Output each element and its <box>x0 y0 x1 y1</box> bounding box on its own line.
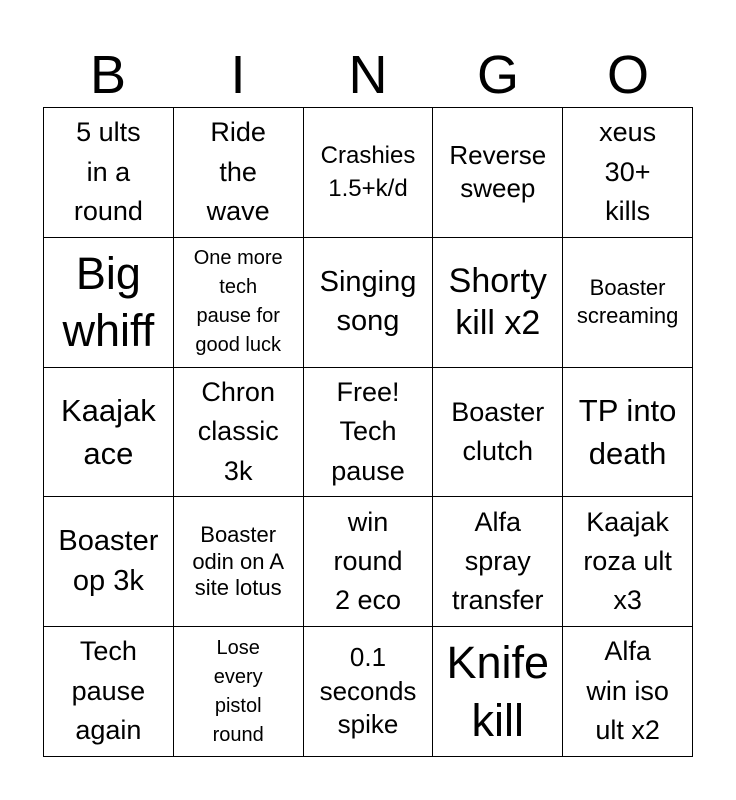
bingo-cell[interactable] <box>304 368 434 498</box>
bingo-cell[interactable] <box>174 108 304 238</box>
cell-text: Free! Tech pause <box>331 376 405 486</box>
bingo-cell[interactable] <box>563 368 693 498</box>
cell-text: 0.1 seconds spike <box>319 641 417 740</box>
bingo-cell[interactable] <box>304 238 434 368</box>
bingo-cell[interactable] <box>433 238 563 368</box>
bingo-cell[interactable] <box>44 368 174 498</box>
bingo-cell[interactable] <box>304 627 434 757</box>
header-letter-g: G <box>476 45 519 105</box>
bingo-cell[interactable] <box>304 108 434 238</box>
bingo-cell[interactable] <box>304 497 434 627</box>
bingo-cell[interactable] <box>563 108 693 238</box>
cell-text: Chron classic 3k <box>197 376 279 486</box>
cell-text: Lose every pistol round <box>212 636 264 746</box>
cell-text: Singing song <box>319 265 417 338</box>
bingo-header <box>43 42 693 108</box>
bingo-cell[interactable] <box>433 108 563 238</box>
bingo-cell[interactable] <box>44 108 174 238</box>
bingo-cell[interactable] <box>174 627 304 757</box>
cell-text: xeus 30+ kills <box>599 117 657 227</box>
cell-text: Reverse sweep <box>449 139 547 204</box>
bingo-cell[interactable] <box>174 368 304 498</box>
header-letter-o: O <box>606 45 649 105</box>
bingo-cell[interactable] <box>433 368 563 498</box>
header-letter-i: I <box>230 45 246 105</box>
cell-text: Alfa win iso ult x2 <box>586 636 669 746</box>
bingo-cell[interactable] <box>174 497 304 627</box>
bingo-cell[interactable] <box>174 238 304 368</box>
bingo-cell[interactable] <box>44 238 174 368</box>
cell-text: win round 2 eco <box>333 506 403 616</box>
bingo-cell[interactable] <box>563 627 693 757</box>
bingo-cell[interactable] <box>433 497 563 627</box>
cell-text: Crashies 1.5+k/d <box>320 141 416 203</box>
bingo-board <box>43 107 693 757</box>
cell-text: Knife kill <box>446 637 550 746</box>
cell-text: Ride the wave <box>206 117 270 227</box>
cell-text: Kaajak ace <box>61 392 156 471</box>
cell-text: Kaajak roza ult x3 <box>583 506 672 616</box>
cell-text: Boaster op 3k <box>58 525 159 597</box>
cell-text: TP into death <box>578 392 677 471</box>
cell-text: Boaster clutch <box>451 396 545 466</box>
cell-text: 5 ults in a round <box>73 117 143 227</box>
cell-text: Big whiff <box>62 247 155 357</box>
bingo-cell[interactable] <box>563 497 693 627</box>
header-letter-n: N <box>348 45 388 105</box>
bingo-cell[interactable] <box>563 238 693 368</box>
cell-text: Alfa spray transfer <box>452 506 544 616</box>
header-letter-b: B <box>89 45 127 105</box>
cell-text: Boaster odin on A site lotus <box>192 522 285 600</box>
bingo-cell[interactable] <box>433 627 563 757</box>
bingo-cell[interactable] <box>44 497 174 627</box>
bingo-cell[interactable] <box>44 627 174 757</box>
cell-text: Shorty kill x2 <box>448 261 547 343</box>
cell-text: Boaster screaming <box>576 274 679 329</box>
cell-text: Tech pause again <box>71 636 146 746</box>
cell-text: One more tech pause for good luck <box>193 247 283 357</box>
